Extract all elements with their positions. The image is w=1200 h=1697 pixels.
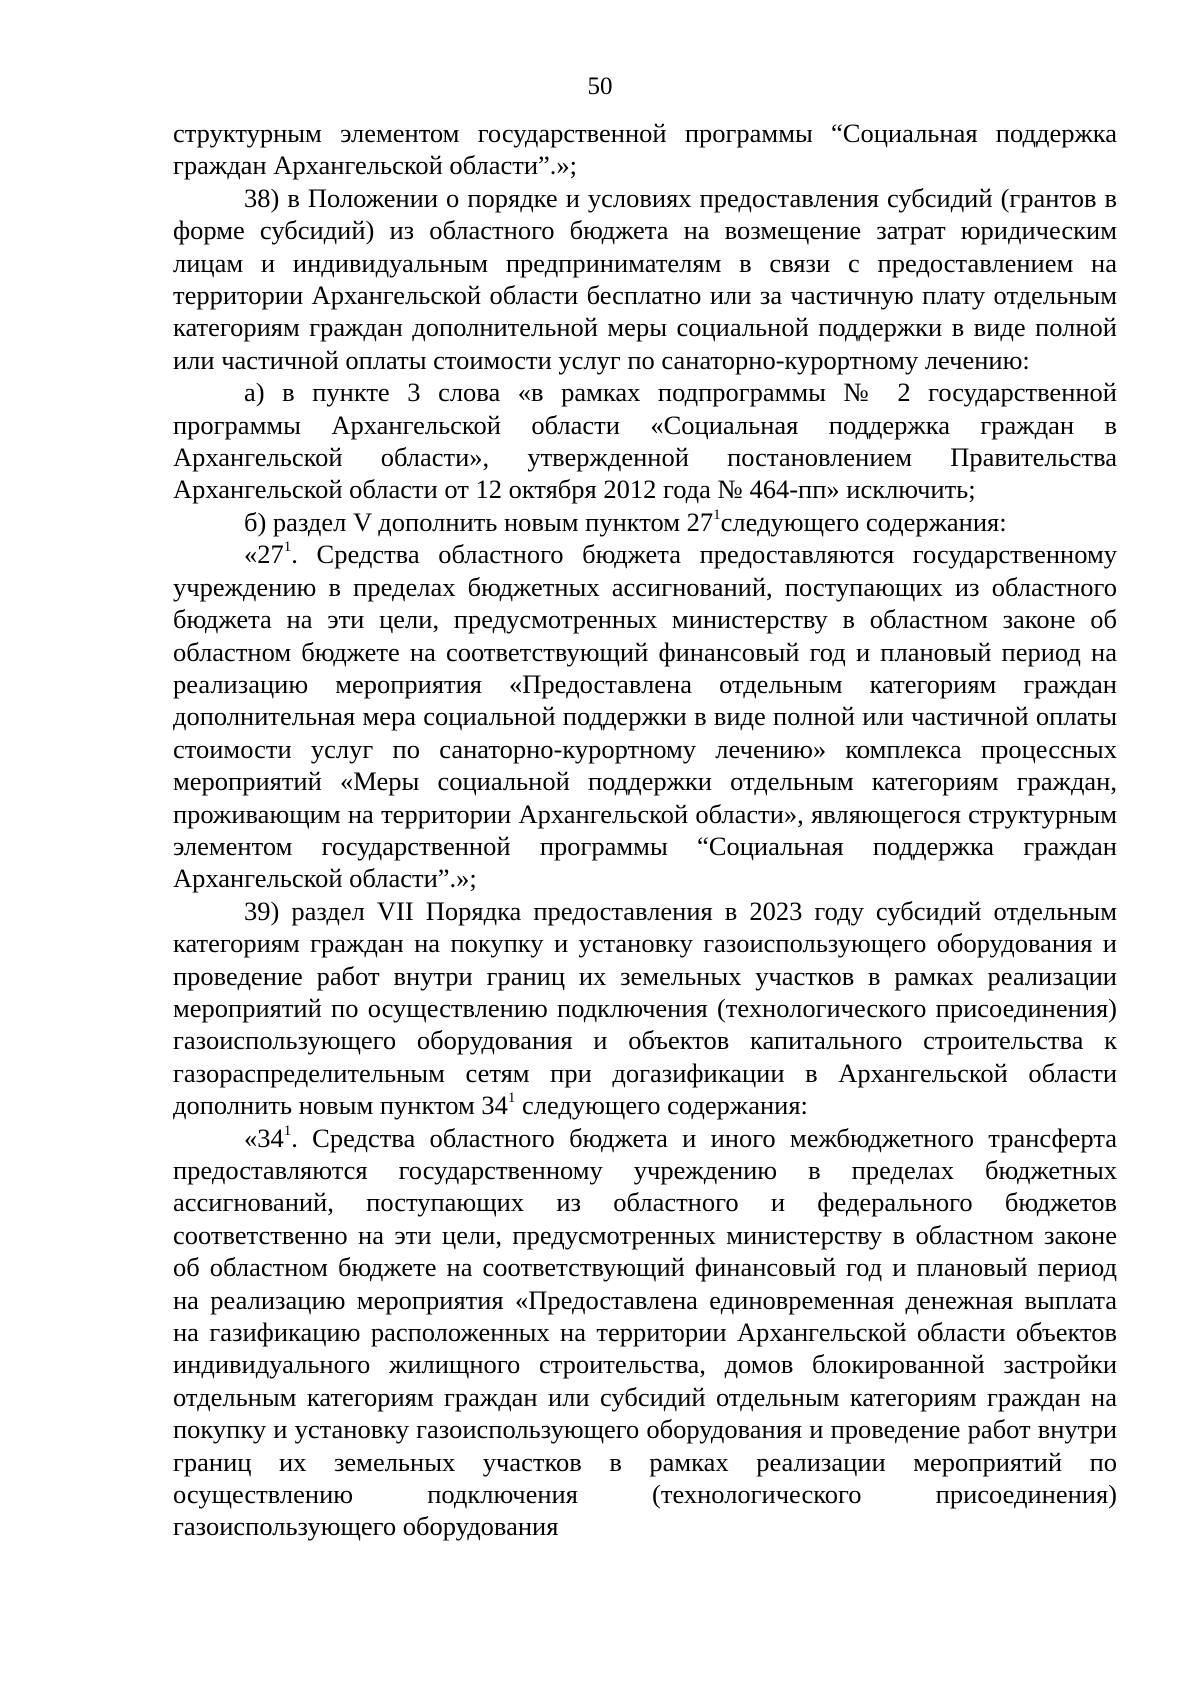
paragraph-text: . Средства областного бюджета предоставляются государственному учреждению в пределах бюджетных ассигнований, поступающих из областного бюджета на эти цели, предусмотренных министерству в областном законе об областном бюджете на соответствующий финансовый год и плановый период на реализацию мероприятия «Предоставлена отдельным категориям граждан дополнительная мера социальной поддержки в виде полной или частичной оплаты стоимости услуг по санаторно-курортному лечению» комплекса процессных мероприятий «Меры социальной поддержки отдельным категориям граждан, проживающим на территории Архангельской области», являющегося структурным элементом государственной программы “Социальная поддержка граждан Архангельской области”.»; <box>173 539 1117 894</box>
paragraph-text: структурным элементом государственной программы “Социальная поддержка граждан Архангельской области”.»; <box>173 118 1117 181</box>
superscript: 1 <box>507 1090 516 1107</box>
paragraph <box>173 376 1117 506</box>
paragraph-text: следующего содержания: <box>515 1090 808 1121</box>
paragraph-text: . Средства областного бюджета и иного межбюджетного трансферта предоставляются государственному учреждению в пределах бюджетных ассигнований, поступающих из областного и федерального бюджетов соответственно на эти цели, предусмотренных министерству в областном законе об областном бюджете на соответствующий финансовый год и плановый период на реализацию мероприятия «Предоставлена единовременная денежная выплата на газификацию расположенных на территории Архангельской области объектов индивидуального жилищного строительства, домов блокированной застройки отдельным категориям граждан или субсидий отдельным категориям граждан на покупку и установку газоиспользующего оборудования и проведение работ внутри границ их земельных участков в рамках реализации мероприятий по осуществлению подключения (технологического присоединения) газоиспользующего оборудования <box>173 1122 1117 1542</box>
superscript: 1 <box>283 539 292 556</box>
paragraph-text: следующего содержания: <box>720 506 1007 537</box>
paragraph <box>173 117 1117 182</box>
superscript: 1 <box>713 507 721 524</box>
paragraph <box>173 182 1117 376</box>
paragraph <box>173 506 1117 538</box>
paragraph <box>173 1122 1117 1543</box>
paragraph-text: «34 <box>244 1122 284 1153</box>
paragraph-text: 39) раздел VII Порядка предоставления в 2023 году субсидий отдельным категориям граждан на покупку и установку газоиспользующего оборудования и проведение работ внутри границ их земельных участков в рамках реализации мероприятий по осуществлению подключения (технологического присоединения) газоиспользующего оборудования и объектов капитального строительства к газораспределительным сетям при догазификации в Архангельской области дополнить новым пунктом 34 <box>173 895 1117 1121</box>
superscript: 1 <box>283 1122 292 1139</box>
paragraph-text: «27 <box>244 539 284 570</box>
page-number: 50 <box>587 73 613 100</box>
paragraph <box>173 895 1117 1122</box>
document-body <box>173 117 1117 1543</box>
paragraph <box>173 538 1117 894</box>
paragraph-text: б) раздел V дополнить новым пунктом 27 <box>244 506 714 537</box>
paragraph-text: 38) в Положении о порядке и условиях предоставления субсидий (грантов в форме субсидий) из областного бюджета на возмещение затрат юридическим лицам и индивидуальным предпринимателям в связи с предоставлением на территории Архангельской области бесплатно или за частичную плату отдельным категориям граждан дополнительной меры социальной поддержки в виде полной или частичной оплаты стоимости услуг по санаторно-курортному лечению: <box>173 182 1117 375</box>
paragraph-text: а) в пункте 3 слова «в рамках подпрограммы № 2 государственной программы Архангельской области «Социальная поддержка граждан в Архангельской области», утвержденной постановлением Правительства Архангельской области от 12 октября 2012 года № 464-пп» исключить; <box>173 377 1117 505</box>
